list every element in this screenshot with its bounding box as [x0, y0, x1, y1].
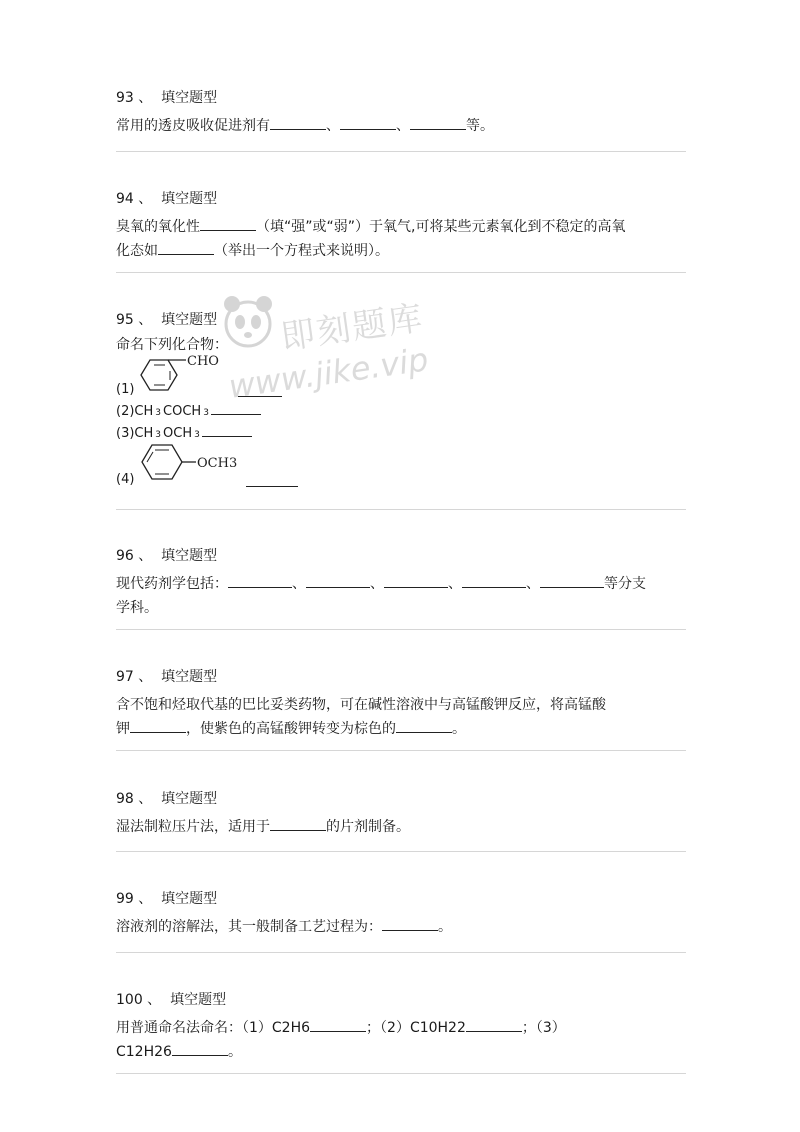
divider — [116, 1073, 686, 1074]
question-text: （举出一个方程式来说明）。 — [214, 243, 389, 259]
question-text: 化态如 — [116, 243, 158, 259]
question-line — [116, 572, 686, 596]
compound-2 — [116, 400, 261, 419]
question-type: 填空题型 — [161, 791, 218, 807]
question-text: 、 — [292, 576, 306, 592]
question-line — [116, 239, 686, 263]
question-text: 、 — [396, 118, 410, 134]
question-body — [116, 1016, 686, 1064]
question-text: 现代药剂学包括： — [116, 576, 228, 592]
question-body — [116, 114, 686, 138]
och3-group-label: OCH3 — [197, 456, 238, 471]
question-text: 。 — [452, 721, 466, 737]
answer-blank — [382, 916, 438, 931]
question-line — [116, 693, 686, 717]
divider — [116, 629, 686, 630]
answer-blank — [172, 1041, 228, 1056]
question-type: 填空题型 — [161, 191, 218, 207]
question-number: 99 、 — [116, 891, 153, 907]
question-text: 、 — [448, 576, 462, 592]
compound-label: COCH — [163, 404, 202, 419]
cho-group-label: CHO — [187, 354, 219, 369]
question-type: 填空题型 — [161, 90, 218, 106]
answer-blank — [211, 400, 261, 415]
compound-label: OCH — [163, 426, 193, 441]
question-type: 填空题型 — [161, 891, 218, 907]
answer-blank — [238, 382, 282, 397]
subscript: 3 — [194, 430, 200, 440]
answer-blank — [246, 472, 298, 487]
question-text: 含不饱和烃取代基的巴比妥类药物，可在碱性溶液中与高锰酸钾反应，将高锰酸 — [116, 697, 606, 713]
question-text: 、 — [326, 118, 340, 134]
answer-blank — [396, 718, 452, 733]
question-type: 填空题型 — [161, 669, 218, 685]
answer-blank — [384, 573, 448, 588]
compound-label: (3)CH — [116, 426, 154, 441]
question-text: ；（2）C10H22 — [366, 1020, 466, 1036]
divider — [116, 851, 686, 852]
question-text: C12H26 — [116, 1044, 172, 1060]
question-body — [116, 215, 686, 263]
answer-blank — [306, 573, 370, 588]
question-intro: 命名下列化合物： — [116, 337, 228, 353]
question-line — [116, 596, 686, 620]
answer-blank — [200, 216, 256, 231]
question-line — [116, 915, 686, 939]
question-number: 97 、 — [116, 669, 153, 685]
question-header — [116, 667, 686, 687]
answer-blank — [310, 1017, 366, 1032]
answer-blank — [228, 573, 292, 588]
question-body — [116, 815, 686, 839]
answer-blank — [410, 115, 466, 130]
answer-blank — [202, 422, 252, 437]
question-text: 常用的透皮吸收促进剂有 — [116, 118, 270, 134]
question-text: 等分支 — [604, 576, 646, 592]
question-text: （填“强”或“弱”）于氧气,可将某些元素氧化到不稳定的高氧 — [256, 219, 626, 235]
answer-blank — [158, 240, 214, 255]
question-text: 。 — [438, 919, 452, 935]
subscript: 3 — [155, 408, 162, 418]
question-number: 98 、 — [116, 791, 153, 807]
compound-4 — [116, 440, 316, 486]
watermark-text: 即刻题库 — [278, 298, 427, 358]
watermark-url: www.jike.vip — [226, 340, 431, 406]
question-text: 湿法制粒压片法，适用于 — [116, 819, 270, 835]
question-text: 、 — [370, 576, 384, 592]
answer-blank — [130, 718, 186, 733]
question-98 — [116, 789, 686, 839]
question-95 — [116, 310, 686, 356]
question-line — [116, 1016, 686, 1040]
question-header — [116, 310, 686, 330]
benzaldehyde-structure — [130, 354, 240, 400]
answer-blank — [466, 1017, 522, 1032]
question-number: 100 、 — [116, 992, 162, 1008]
question-99 — [116, 889, 686, 939]
question-text: 用普通命名法命名：（1）C2H6 — [116, 1020, 311, 1036]
question-97 — [116, 667, 686, 741]
question-body — [116, 572, 686, 620]
question-line — [116, 114, 686, 138]
question-line — [116, 1040, 686, 1064]
compound-label: (1) — [116, 382, 135, 397]
compound-3 — [116, 422, 252, 441]
question-text: 。 — [227, 1044, 242, 1060]
question-type: 填空题型 — [170, 992, 227, 1008]
question-number: 94 、 — [116, 191, 153, 207]
question-text: 等。 — [466, 118, 494, 134]
question-94 — [116, 189, 686, 263]
divider — [116, 151, 686, 152]
divider — [116, 272, 686, 273]
question-header — [116, 889, 686, 909]
question-body — [116, 693, 686, 741]
question-text: ；（3） — [521, 1020, 566, 1036]
question-text: ，使紫色的高锰酸钾转变为棕色的 — [186, 721, 396, 737]
divider — [116, 952, 686, 953]
subscript: 3 — [203, 408, 209, 418]
question-100 — [116, 990, 686, 1064]
question-type: 填空题型 — [161, 548, 218, 564]
question-text: 、 — [526, 576, 540, 592]
question-body — [116, 915, 686, 939]
question-header — [116, 546, 686, 566]
question-line — [116, 815, 686, 839]
answer-blank — [270, 816, 326, 831]
compound-label: (4) — [116, 472, 135, 487]
answer-blank — [270, 115, 326, 130]
question-93 — [116, 88, 686, 138]
question-header — [116, 88, 686, 108]
question-text: 学科。 — [116, 600, 158, 616]
question-text: 的片剂制备。 — [326, 819, 410, 835]
question-number: 93 、 — [116, 90, 153, 106]
question-line — [116, 717, 686, 741]
question-text: 溶液剂的溶解法，其一般制备工艺过程为： — [116, 919, 382, 935]
compound-1 — [116, 354, 316, 400]
question-96 — [116, 546, 686, 620]
question-text: 钾 — [116, 721, 130, 737]
question-header — [116, 189, 686, 209]
question-type: 填空题型 — [161, 312, 218, 328]
answer-blank — [340, 115, 396, 130]
question-header — [116, 990, 686, 1010]
question-number: 96 、 — [116, 548, 153, 564]
subscript: 3 — [155, 430, 162, 440]
question-line — [116, 215, 686, 239]
question-header — [116, 789, 686, 809]
question-number: 95 、 — [116, 312, 153, 328]
question-text: 臭氧的氧化性 — [116, 219, 200, 235]
divider — [116, 750, 686, 751]
divider — [116, 509, 686, 510]
compound-label: (2)CH — [116, 404, 154, 419]
answer-blank — [540, 573, 604, 588]
answer-blank — [462, 573, 526, 588]
